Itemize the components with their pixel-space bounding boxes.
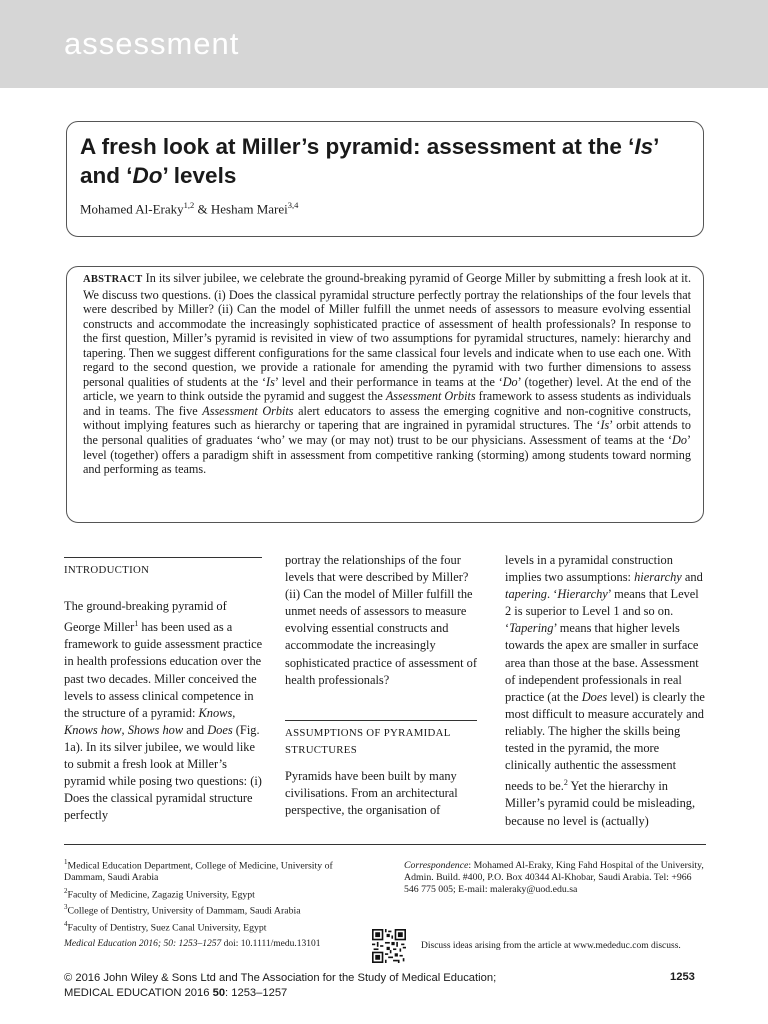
copyright [64, 971, 504, 1001]
text-span: Hierarchy [557, 587, 608, 602]
affiliation-marker: 3,4 [287, 200, 299, 210]
text-span: The ground-breaking pyramid of George Miller [64, 599, 227, 635]
section-rule [285, 720, 477, 721]
affiliation-text: Medical Education Department, College of Medicine, University of Dammam, Saudi Arabia [64, 860, 333, 884]
reference-marker: 1 [134, 619, 139, 629]
text-span: (Fig. 1a). In its silver jubilee, we would like to submit a fresh look at Miller’s pyramid while posing two questions: (i) Does the classical pyramidal structure perfectly [64, 722, 262, 823]
abstract-span: ’ level and their performance in teams at the ‘ [274, 374, 503, 389]
column-3-text [505, 552, 705, 830]
abstract-span: Do [502, 374, 518, 389]
copyright-line: © 2016 John Wiley & Sons Ltd and The Association for the Study of Medical Education; [64, 972, 497, 984]
paragraph: Pyramids have been built by many civilisations. From an architectural perspective, the organisation of [285, 769, 458, 818]
section-rule [64, 557, 262, 558]
volume-number: 50 [212, 987, 226, 999]
affiliation [64, 856, 364, 885]
affiliation-text: College of Dentistry, University of Dammam, Saudi Arabia [67, 905, 301, 917]
header-band [0, 0, 768, 88]
paragraph: portray the relationships of the four levels that were described by Miller? (ii) Can the model of Miller fulfill the unmet needs of assessors to measure evolving essential constructs and accommodate the increasingly sophisticated practice of assessment of health professionals? [285, 553, 477, 687]
text-span: Tapering [509, 621, 554, 636]
journal-citation [64, 939, 320, 949]
qr-code-icon[interactable] [372, 929, 406, 963]
paragraph [64, 598, 266, 824]
author-name: Mohamed Al-Eraky [80, 201, 184, 217]
text-span: has been used as a framework to guide assessment practice in health professions education over the past two decades. Miller conceived the levels to assess clinical competence in the structure of a pyramid: [64, 620, 263, 720]
affiliation-marker: 1,2 [183, 200, 195, 210]
affiliation-marker: 3 [64, 903, 68, 912]
section-heading-assumptions: ASSUMPTIONS OF PYRAMIDAL STRUCTURES [285, 727, 451, 756]
text-span: hierarchy [634, 570, 682, 585]
paragraph [505, 552, 705, 830]
section-label: assessment [64, 26, 240, 61]
abstract-span: Assessment Orbits [202, 403, 294, 418]
title-text: and ‘ [80, 163, 133, 188]
copyright-text: MEDICAL EDUCATION 2016 [64, 987, 213, 999]
abstract-text [83, 271, 691, 477]
discuss-note: Discuss ideas arising from the article at www.mededuc.com discuss. [421, 941, 681, 951]
copyright-text: : 1253–1257 [225, 987, 288, 999]
correspondence-text: : Mohamed Al-Eraky, King Fahd Hospital of the University, Admin. Build. #400, P.O. Box 40344 Al-Khobar, Saudi Arabia. Tel: +966 546 775 005; E-mail: maleraky@uod.edu.sa [404, 860, 704, 896]
abstract-label: ABSTRACT [83, 274, 143, 285]
column-1-text [64, 598, 266, 824]
correspondence [404, 860, 706, 897]
author-list [80, 200, 298, 217]
article-title [80, 132, 700, 190]
abstract-span: alert educators to assess the emerging cognitive and non-cognitive constructs, without implying features such as hierarchy or tapering that are ingrained in pyramidal structures. The ‘ [83, 403, 691, 433]
text-span: Does [581, 689, 608, 704]
title-do: Do [132, 163, 163, 188]
affiliation-text: Faculty of Medicine, Zagazig University, Egypt [67, 888, 255, 900]
title-text: ’ [653, 134, 660, 159]
affiliation [64, 901, 364, 917]
affiliation-marker: 2 [64, 886, 68, 895]
text-span: . ‘ [547, 587, 558, 602]
affiliation-text: Faculty of Dentistry, Suez Canal University, Egypt [67, 921, 267, 933]
text-span: and [183, 722, 208, 737]
abstract-span: ’ orbit attends to the personal qualities of graduates ‘who’ we may (or may not) trust to be our physicians. Assessment of teams at the ‘ [83, 418, 691, 448]
text-span: Does [207, 722, 233, 737]
abstract-span: framework to assess students as individuals and in teams. The five [83, 389, 692, 418]
column-2-text [285, 552, 481, 689]
copyright-line [64, 986, 504, 1001]
text-span: ’ means that Level 2 is superior to Level 1 and so on. ‘ [505, 587, 699, 636]
journal-name: Medical Education 2016; 50: 1253–1257 [64, 939, 222, 949]
text-span: Shows how [127, 722, 184, 737]
text-span: Knows [198, 705, 233, 720]
title-text: A fresh look at Miller’s pyramid: assessment at the ‘ [80, 134, 635, 159]
author-name: Hesham Marei [210, 201, 288, 217]
author-separator: & [194, 201, 211, 217]
abstract-span: ’ (together) level. At the end of the article, we yearn to think outside the pyramid and suggest the [83, 374, 691, 404]
abstract-span: Is [600, 418, 610, 433]
text-span: levels in a pyramidal construction implies two assumptions: [505, 553, 673, 585]
column-2-text-2 [285, 768, 481, 819]
abstract-span: Assessment Orbits [385, 389, 476, 404]
text-span: tapering [505, 587, 547, 602]
text-span: and [681, 570, 703, 585]
page-number: 1253 [670, 971, 695, 983]
text-span: Knows how [64, 722, 122, 737]
doi-link[interactable]: doi: 10.1111/medu.13101 [221, 939, 321, 949]
reference-marker: 2 [563, 778, 568, 788]
text-span: , [121, 722, 128, 737]
affiliation-marker: 1 [64, 858, 68, 866]
text-span: Yet the hierarchy in Miller’s pyramid could be misleading, because no level is (actually) [505, 779, 696, 828]
affiliation-marker: 4 [64, 919, 68, 928]
affiliations [64, 856, 364, 934]
affiliation [64, 885, 364, 901]
text-span: , [232, 705, 236, 720]
abstract-span: ’ level (together) offers a paradigm shift in assessment from competitive ranking (storming) among students toward norming and performing as teams. [83, 433, 691, 477]
section-heading-introduction: INTRODUCTION [64, 564, 150, 576]
title-text: ’ levels [162, 163, 237, 188]
affiliation [64, 918, 364, 934]
title-is: Is [634, 134, 654, 159]
text-span: ’ means that higher levels towards the apex are smaller in surface area than those at the base. Assessment of independent professionals in real practice (at the [505, 621, 699, 704]
text-span: level) is clearly the most difficult to measure accurately and reliably. The higher the skills being tested in the pyramid, the more clinically authentic the assessment needs to be. [505, 689, 705, 794]
abstract-span: Do [672, 433, 687, 448]
correspondence-label: Correspondence [404, 860, 469, 871]
abstract-span: Is [266, 374, 275, 389]
abstract-span: In its silver jubilee, we celebrate the ground-breaking pyramid of George Miller by submitting a fresh look at it. We discuss two questions. (i) Does the classical pyramidal structure perfectly portray the relationships of the four levels that were described by Miller? (ii) Can the model of Miller fulfill the unmet needs of assessors to measure evolving essential constructs and accommodate the increasingly sophisticated practice of assessment of health professionals? In response to the first question, Miller’s pyramid is revisited in view of two assumptions for pyramidal structures, namely: hierarchy and tapering. Then we suggest different configurations for the same classical four levels and indicate when to use each one. With regard to the second question, we provide a rationale for amending the pyramid with two further dimensions to assess personal qualities of students at the ‘ [83, 271, 691, 389]
footnote-rule [64, 844, 706, 845]
